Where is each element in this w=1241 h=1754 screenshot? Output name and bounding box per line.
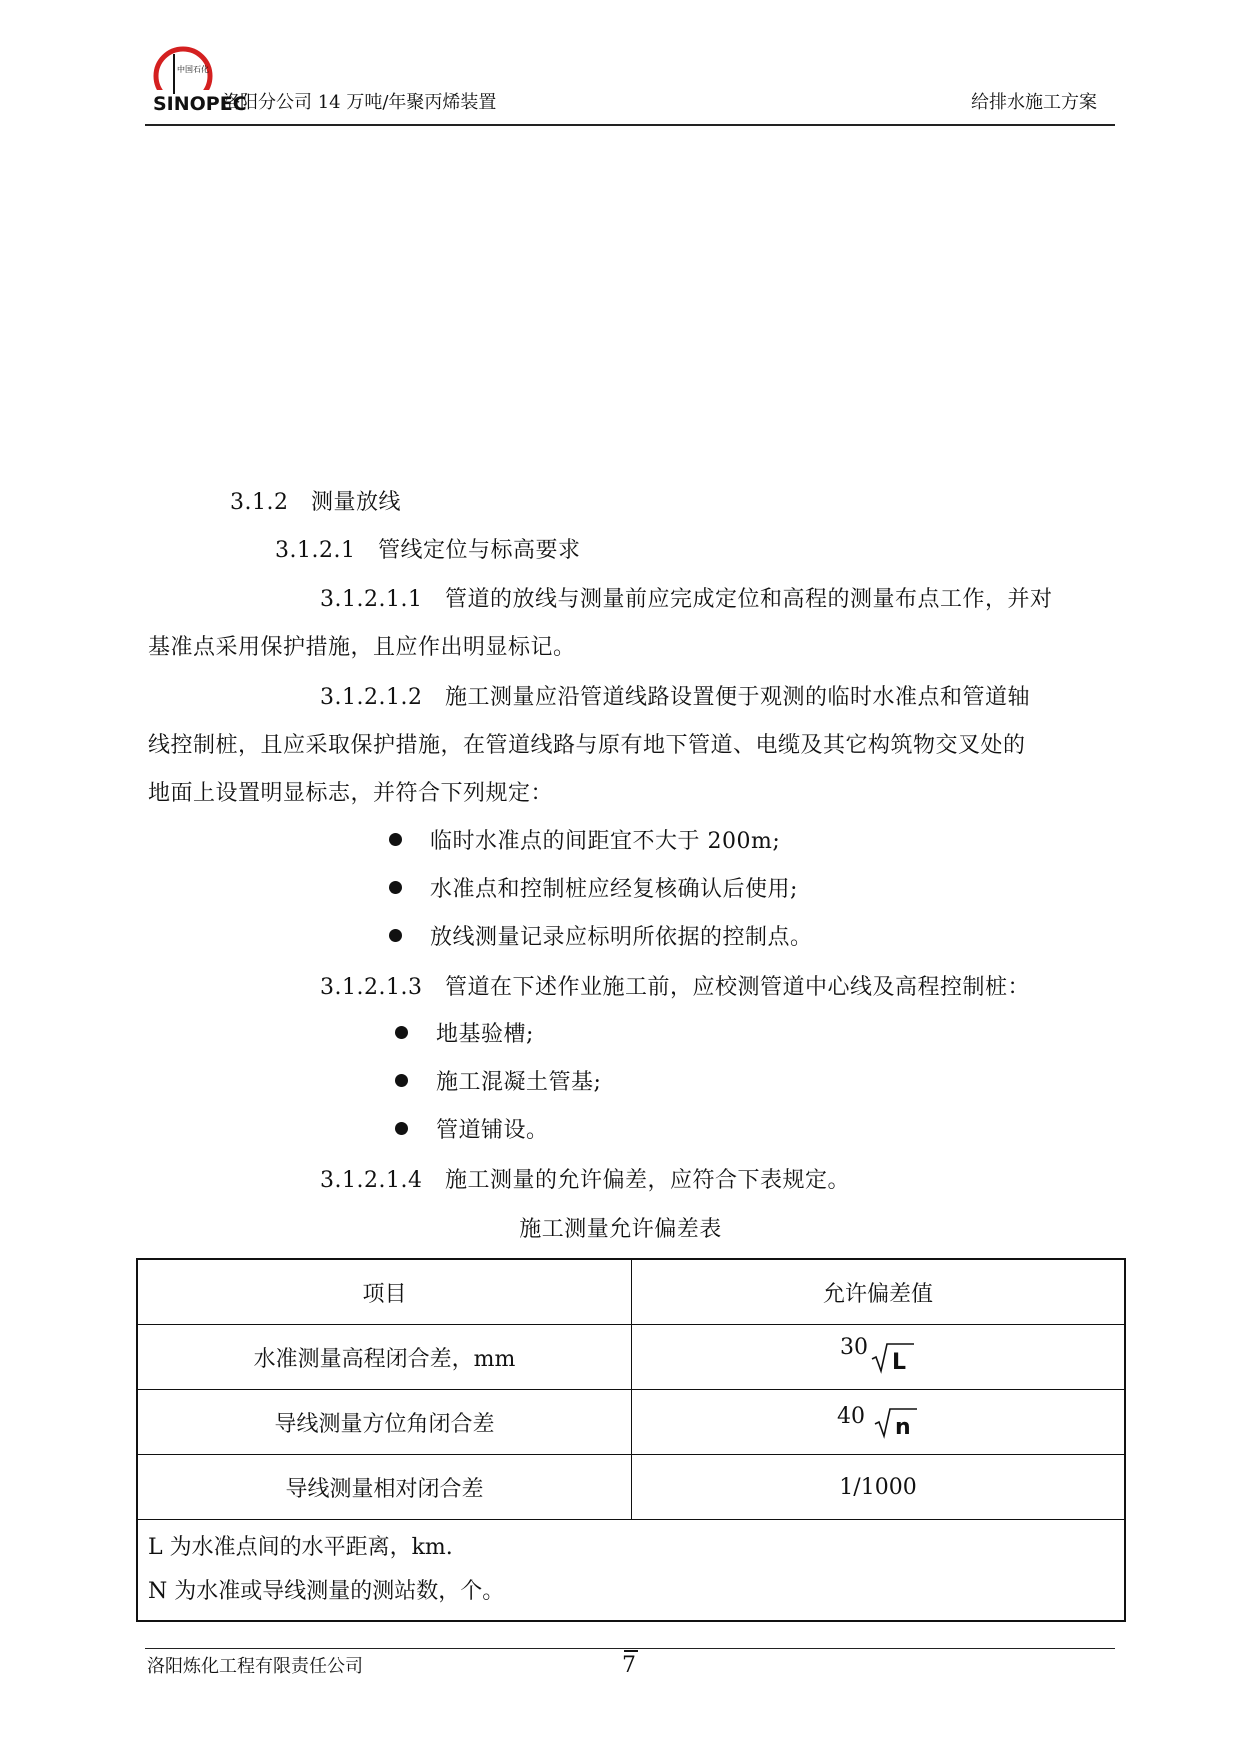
- paragraph-3-1-2-1-2-line2: 线控制桩，且应采取保护措施，在管道线路与原有地下管道、电缆及其它构筑物交叉处的: [148, 733, 1026, 758]
- header-divider: [145, 124, 1115, 126]
- list-item: 地基验槽;: [436, 1022, 534, 1047]
- formula-coefficient: 40: [837, 1404, 865, 1429]
- bullet-icon: [389, 929, 402, 942]
- paragraph-3-1-2-1-2-line3: 地面上设置明显标志，并符合下列规定：: [148, 781, 554, 806]
- table-cell-tolerance: [632, 1390, 1126, 1455]
- table-row: [137, 1455, 1125, 1520]
- table-notes: [137, 1520, 1125, 1622]
- sqrt-formula: [840, 1335, 916, 1375]
- sqrt-formula: [837, 1406, 919, 1438]
- paragraph-3-1-2-1-1-line1: 3.1.2.1.1 管道的放线与测量前应完成定位和高程的测量布点工作，并对: [320, 587, 1053, 612]
- list-item: 放线测量记录应标明所依据的控制点。: [430, 925, 813, 950]
- table-header-row: [137, 1259, 1125, 1325]
- bullet-icon: [395, 1122, 408, 1135]
- list-item: 施工混凝土管基;: [436, 1070, 602, 1095]
- table-cell-item: 导线测量方位角闭合差: [137, 1390, 632, 1455]
- bullet-icon: [395, 1026, 408, 1039]
- table-row: [137, 1325, 1125, 1390]
- header-document-title: 给排水施工方案: [971, 92, 1097, 113]
- formula-variable: L: [892, 1350, 907, 1375]
- header-project-title: 洛阳分公司 14 万吨/年聚丙烯装置: [222, 92, 497, 113]
- bullet-icon: [389, 881, 402, 894]
- table-cell-item: 导线测量相对闭合差: [137, 1455, 632, 1520]
- column-header-tolerance: 允许偏差值: [632, 1259, 1126, 1325]
- paragraph-3-1-2-1-3: 3.1.2.1.3 管道在下述作业施工前，应校测管道中心线及高程控制桩：: [320, 975, 1030, 1000]
- bullet-icon: [395, 1074, 408, 1087]
- subsection-heading-3-1-2-1: 3.1.2.1 管线定位与标高要求: [275, 538, 581, 563]
- square-root-icon: [873, 1406, 919, 1438]
- formula-variable: n: [895, 1415, 911, 1440]
- table-cell-item: 水准测量高程闭合差，mm: [137, 1325, 632, 1390]
- paragraph-3-1-2-1-2-line1: 3.1.2.1.2 施工测量应沿管道线路设置便于观测的临时水准点和管道轴: [320, 685, 1030, 710]
- square-root-icon: [870, 1341, 916, 1373]
- svg-text:SINOPEC: SINOPEC: [153, 93, 247, 115]
- list-item: 管道铺设。: [436, 1118, 549, 1143]
- formula-coefficient: 30: [840, 1335, 868, 1360]
- footer-company: 洛阳炼化工程有限责任公司: [147, 1656, 363, 1677]
- table-cell-tolerance: [632, 1325, 1126, 1390]
- table-note: N 为水准或导线测量的测站数，个。: [148, 1579, 505, 1604]
- section-heading-3-1-2: 3.1.2 测量放线: [230, 490, 401, 515]
- sinopec-logo: [150, 46, 247, 118]
- table-note: L 为水准点间的水平距离，km.: [148, 1535, 453, 1560]
- svg-text:中国石化: 中国石化: [177, 65, 209, 74]
- column-header-item: 项目: [137, 1259, 632, 1325]
- page-number: 7: [622, 1653, 636, 1678]
- table-row: [137, 1390, 1125, 1455]
- tolerance-table: [136, 1258, 1126, 1622]
- page-number-mark: [624, 1650, 638, 1652]
- footer-divider: [145, 1648, 1115, 1649]
- paragraph-3-1-2-1-1-line2: 基准点采用保护措施，且应作出明显标记。: [148, 635, 576, 660]
- list-item: 临时水准点的间距宜不大于 200m;: [430, 829, 781, 854]
- paragraph-3-1-2-1-4: 3.1.2.1.4 施工测量的允许偏差，应符合下表规定。: [320, 1168, 850, 1193]
- bullet-icon: [389, 833, 402, 846]
- table-caption: 施工测量允许偏差表: [519, 1217, 722, 1242]
- list-item: 水准点和控制桩应经复核确认后使用;: [430, 877, 798, 902]
- table-cell-tolerance: 1/1000: [632, 1455, 1126, 1520]
- table-notes-row: [137, 1520, 1125, 1622]
